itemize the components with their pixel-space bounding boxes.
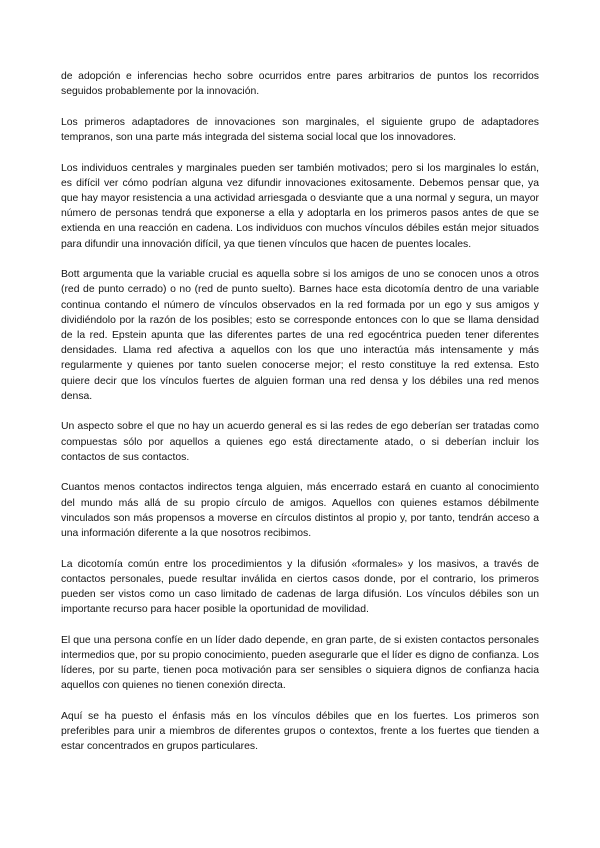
paragraph-9: Aquí se ha puesto el énfasis más en los vínculos débiles que en los fuertes. Los primeros son preferibles para unir a miembros de diferentes grupos o contextos, frente a los fuertes que tienden a estar concentrados en grupos particulares. xyxy=(61,711,539,753)
document-body xyxy=(61,69,539,755)
paragraph-4: Bott argumenta que la variable crucial es aquella sobre si los amigos de uno se conocen unos a otros (red de punto cerrado) o no (red de punto suelto). Barnes hace esta dicotomía dentro de una variable continua contando el número de vínculos observados en la red formada por un ego y sus amigos y dividiéndolo por la razón de los posibles; esto se corresponde entonces con lo que se llama densidad de la red. Epstein apunta que las diferentes partes de una red egocéntrica pueden tener diferentes densidades. Llama red afectiva a aquellos con los que uno interactúa más intensamente y más regularmente y quienes por tanto suelen conocerse mejor; el resto constituye la red extensa. Esto quiere decir que los vínculos fuertes de alguien forman una red densa y los débiles una red menos densa. xyxy=(61,269,539,402)
paragraph-1: de adopción e inferencias hecho sobre ocurridos entre pares arbitrarios de puntos los recorridos seguidos probablemente por la innovación. xyxy=(61,71,539,98)
paragraph-3: Los individuos centrales y marginales pueden ser también motivados; pero si los marginales lo están, es difícil ver cómo podrían alguna vez difundir innovaciones exitosamente. Debemos pensar que, ya que hay mayor resistencia a una actividad arriesgada o desviante que a una normal y segura, un mayor número de personas tendrá que exponerse a ella y adoptarla en los primeros pasos antes de que se extienda en una reacción en cadena. Los individuos con muchos vínculos débiles están mejor situados para difundir una innovación difícil, ya que tienen vínculos que hacen de puentes locales. xyxy=(61,162,539,250)
paragraph-6: Cuantos menos contactos indirectos tenga alguien, más encerrado estará en cuanto al conocimiento del mundo más allá de su propio círculo de amigos. Aquellos con quienes estamos débilmente vinculados son más propensos a moverse en círculos distintos al propio y, por tanto, tendrán acceso a una información diferente a la que nosotros recibimos. xyxy=(61,482,539,540)
paragraph-7: La dicotomía común entre los procedimientos y la difusión «formales» y los masivos, a través de contactos personales, puede resultar inválida en ciertos casos donde, por el contrario, los primeros pueden ser vistos como un caso limitado de cadenas de larga difusión. Los vínculos débiles son un importante recurso para hacer posible la oportunidad de movilidad. xyxy=(61,558,539,616)
paragraph-8: El que una persona confíe en un líder dado depende, en gran parte, de si existen contactos personales intermedios que, por su propio conocimiento, pueden asegurarle que el líder es digno de confianza. Los líderes, por su parte, tienen poca motivación para ser sensibles o siquiera dignos de confianza hacia aquellos con quienes no tienen conexión directa. xyxy=(61,634,539,692)
paragraph-2: Los primeros adaptadores de innovaciones son marginales, el siguiente grupo de adaptadores tempranos, son una parte más integrada del sistema social local que los innovadores. xyxy=(61,116,539,143)
paragraph-5: Un aspecto sobre el que no hay un acuerdo general es si las redes de ego deberían ser tratadas como compuestas sólo por aquellos a quienes ego está directamente atado, o si deberían incluir los contactos de sus contactos. xyxy=(61,421,539,463)
